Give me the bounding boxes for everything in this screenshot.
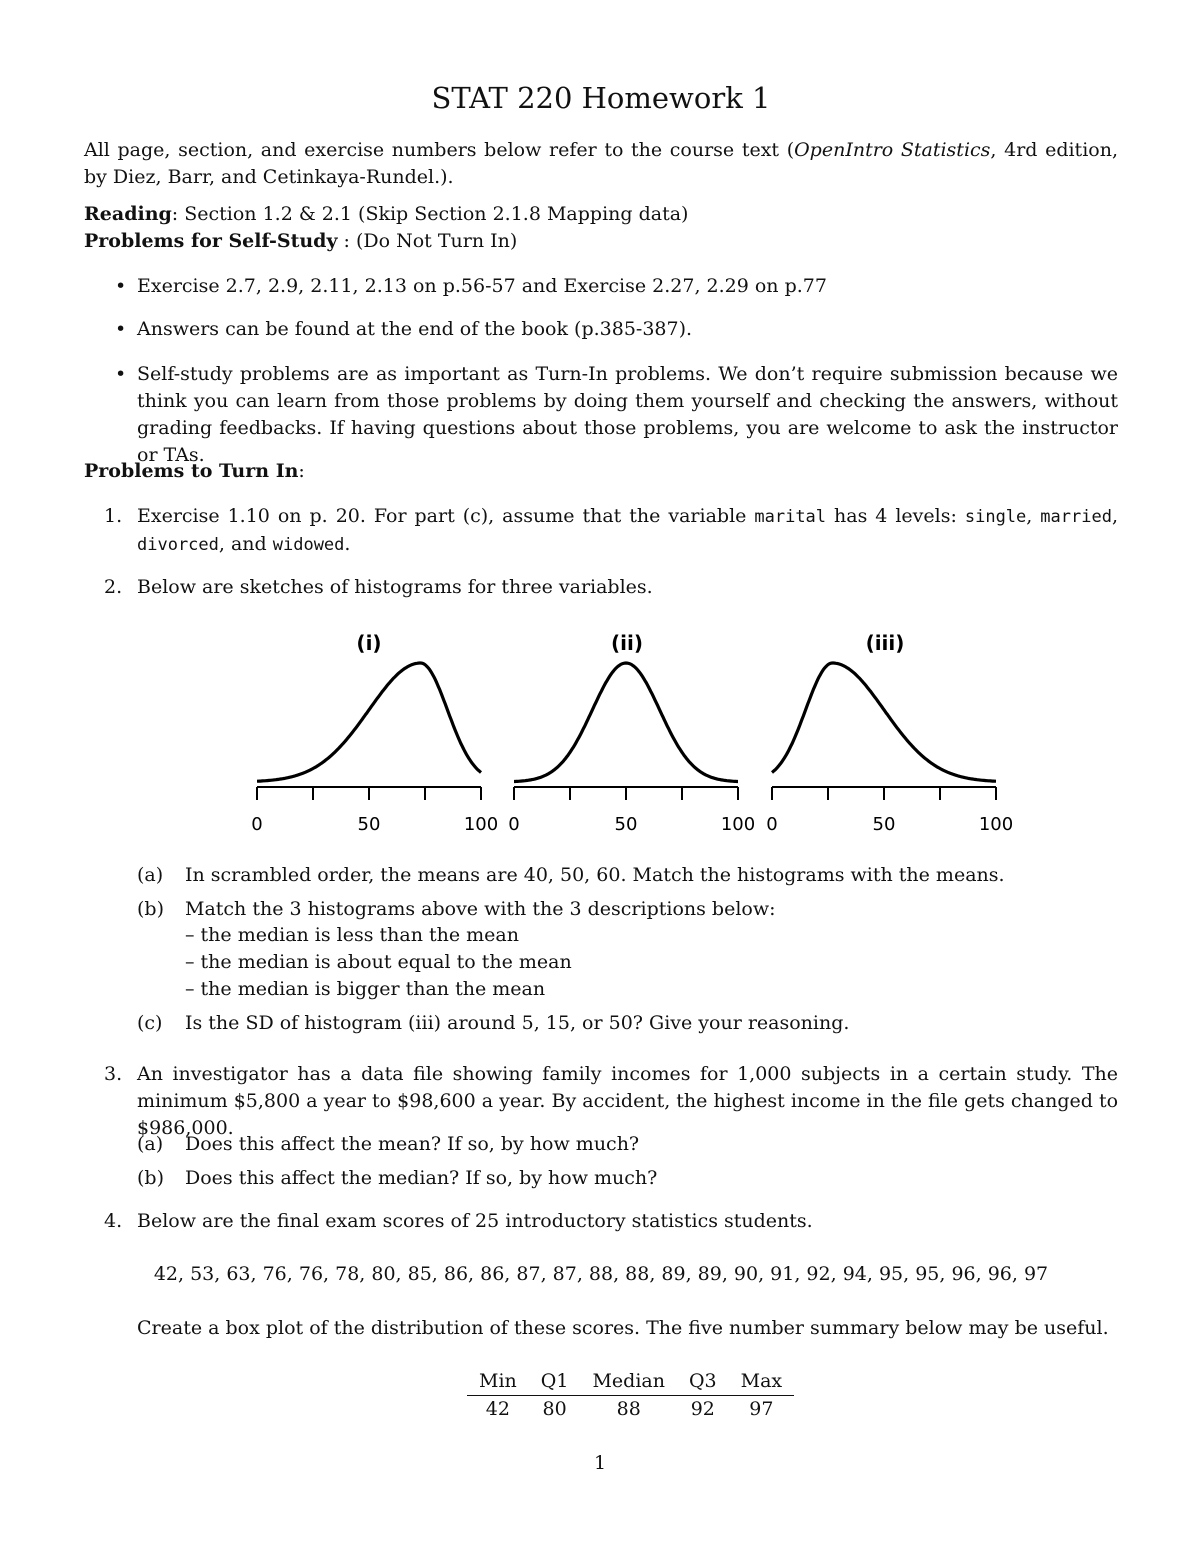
question-3-text: An investigator has a data file showing family incomes for 1,000 subjects in a certain study. The minimum $5,800 a year to $98,600 a year. By accident, the highest income in the file gets changed to $986,000. <box>137 1063 1119 1139</box>
summary-value: 92 <box>690 1398 715 1420</box>
x-tick-label: 50 <box>357 814 381 835</box>
q1-sep: , <box>1111 505 1118 527</box>
density-curve <box>514 663 738 782</box>
summary-header: Median <box>580 1368 677 1396</box>
q1-level: married <box>1040 507 1112 527</box>
question-2-text: Below are sketches of histograms for three variables. <box>137 576 653 598</box>
book-title: OpenIntro Statistics <box>794 139 991 161</box>
five-number-summary-table <box>467 1368 794 1423</box>
q3-part-b <box>137 1165 1118 1192</box>
q1-text: has 4 levels: <box>826 505 965 527</box>
summary-header: Q1 <box>529 1368 581 1396</box>
self-study-heading <box>84 228 1118 255</box>
q1-sep: , <box>1026 505 1041 527</box>
self-study-label: Problems for Self-Study <box>84 230 338 252</box>
q1-sep: , and <box>218 533 273 555</box>
description-item: – the median is less than the mean <box>185 924 519 946</box>
q3-part-a <box>137 1131 1118 1158</box>
question-number: 4. <box>104 1210 123 1232</box>
box-plot-instruction: Create a box plot of the distribution of these scores. The five number summary below may be useful. <box>137 1317 1109 1339</box>
part-label: (a) <box>137 1133 164 1155</box>
reading-label: Reading <box>84 203 172 225</box>
part-text: Is the SD of histogram (iii) around 5, 15, or 50? Give your reasoning. <box>185 1012 850 1034</box>
page-title: STAT 220 Homework 1 <box>431 81 771 115</box>
summary-value: 42 <box>485 1398 510 1420</box>
q1-text: Exercise 1.10 on p. 20. For part (c), assume that the variable <box>137 505 755 527</box>
bullet-text: Self-study problems are as important as Turn-In problems. We don’t require submission because we think you can learn from those problems by doing them yourself and checking the answers, without grading feedbacks. If having questions about those problems, you are welcome to ask the instructor or TAs. <box>137 363 1118 466</box>
x-tick-label: 100 <box>463 814 499 835</box>
density-curve <box>772 663 996 781</box>
summary-value: 80 <box>542 1398 567 1420</box>
q1-level: divorced <box>137 535 219 555</box>
turn-in-colon: : <box>298 460 305 482</box>
question-number: 1. <box>104 505 123 527</box>
part-text: Does this affect the median? If so, by how much? <box>185 1167 658 1189</box>
part-label: (b) <box>137 898 164 920</box>
x-tick-label: 0 <box>508 814 520 835</box>
x-tick-label: 100 <box>720 814 756 835</box>
summary-value: 97 <box>749 1398 774 1420</box>
reading-line <box>84 201 1118 228</box>
panel-title: (i) <box>356 631 382 655</box>
part-label: (c) <box>137 1012 163 1034</box>
exam-scores: 42, 53, 63, 76, 76, 78, 80, 85, 86, 86, 87, 87, 88, 88, 89, 89, 90, 91, 92, 94, 95, 95, 96, 96, 97 <box>153 1263 1049 1285</box>
x-tick-label: 50 <box>614 814 638 835</box>
bullet-icon: • <box>115 275 127 297</box>
density-curve <box>257 663 481 781</box>
panel-title: (ii) <box>611 631 643 655</box>
part-text: Does this affect the mean? If so, by how much? <box>185 1133 640 1155</box>
bullet-item <box>115 361 1118 469</box>
panel-title: (iii) <box>865 631 905 655</box>
summary-header: Max <box>729 1368 795 1396</box>
bullet-item <box>115 273 1118 300</box>
summary-header: Min <box>467 1368 529 1396</box>
histogram-sketches <box>0 620 1200 850</box>
q1-level: single <box>964 507 1027 527</box>
x-tick-label: 0 <box>251 814 263 835</box>
x-tick-label: 0 <box>766 814 778 835</box>
summary-value: 88 <box>616 1398 641 1420</box>
x-tick-label: 50 <box>872 814 896 835</box>
intro-text-end: , 4rd edition, by Diez, Barr, and Cetinkaya-Rundel.). <box>84 139 1118 188</box>
bullet-icon: • <box>115 363 127 385</box>
description-item: – the median is about equal to the mean <box>185 951 572 973</box>
turn-in-heading <box>84 458 1118 485</box>
question-number: 3. <box>104 1063 123 1085</box>
page-number: 1 <box>593 1452 607 1474</box>
part-label: (a) <box>137 864 164 886</box>
summary-header: Q3 <box>677 1368 729 1396</box>
turn-in-label: Problems to Turn In <box>84 460 299 482</box>
reading-text: : Section 1.2 & 2.1 (Skip Section 2.1.8 Mapping data) <box>171 203 689 225</box>
intro-text: All page, section, and exercise numbers below refer to the course text ( <box>84 139 795 161</box>
x-tick-label: 100 <box>978 814 1014 835</box>
self-study-note: : (Do Not Turn In) <box>337 230 518 252</box>
summary-header-row <box>467 1368 794 1396</box>
question-number: 2. <box>104 576 123 598</box>
bullet-text: Answers can be found at the end of the book (p.385-387). <box>137 318 693 340</box>
bullet-item <box>115 316 1118 343</box>
part-text: Match the 3 histograms above with the 3 descriptions below: <box>185 898 776 920</box>
q2-part-a <box>137 862 1118 889</box>
q2-part-c <box>137 1010 1118 1037</box>
q1-end: . <box>344 533 351 555</box>
bullet-icon: • <box>115 318 127 340</box>
intro-paragraph <box>84 137 1118 191</box>
part-label: (b) <box>137 1167 164 1189</box>
description-item: – the median is bigger than the mean <box>185 978 546 1000</box>
q2-part-b <box>137 896 1118 923</box>
q1-level: widowed <box>272 535 345 555</box>
part-text: In scrambled order, the means are 40, 50, 60. Match the histograms with the means. <box>185 864 1005 886</box>
summary-value-row <box>467 1396 794 1424</box>
question-4-text: Below are the final exam scores of 25 introductory statistics students. <box>137 1210 813 1232</box>
bullet-text: Exercise 2.7, 2.9, 2.11, 2.13 on p.56-57 and Exercise 2.27, 2.29 on p.77 <box>137 275 827 297</box>
q1-variable: marital <box>754 507 827 527</box>
question-1-text <box>137 503 1118 559</box>
